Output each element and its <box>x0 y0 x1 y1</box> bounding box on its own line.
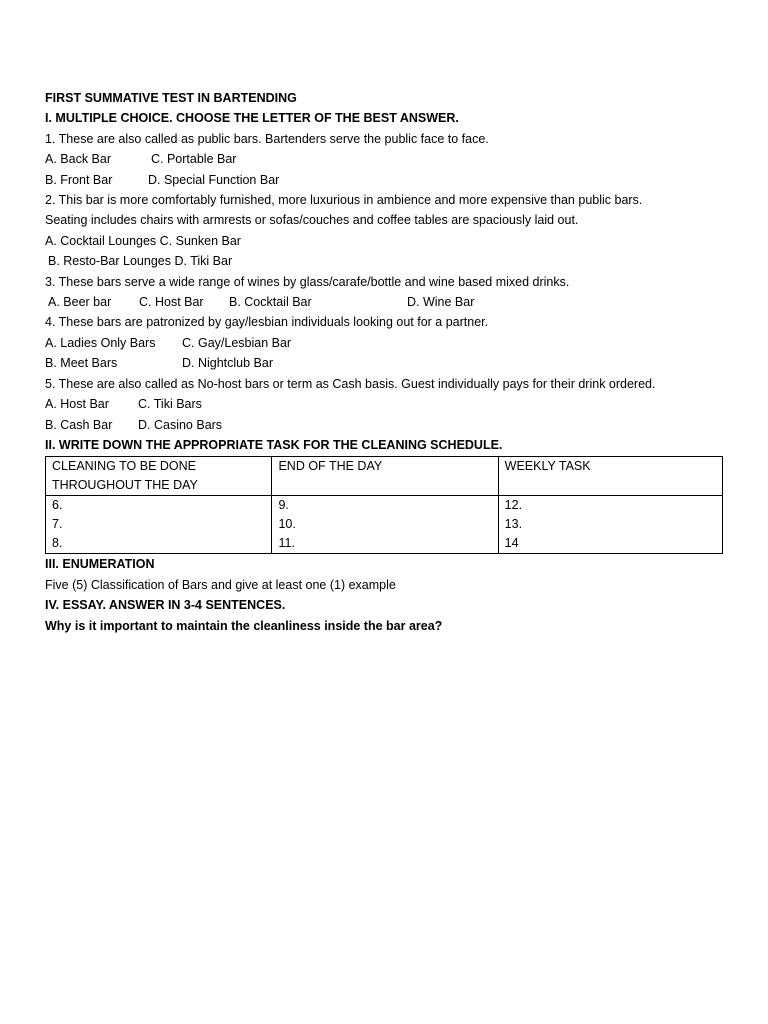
q4-option-d: D. Nightclub Bar <box>182 356 274 371</box>
q5-options-row1 <box>45 394 735 414</box>
q1-options-row2 <box>45 170 735 190</box>
q4-option-b: B. Meet Bars <box>45 356 118 371</box>
q2-options-row1: A. Cocktail Lounges C. Sunken Bar <box>45 233 241 248</box>
q3-option-d: D. Wine Bar <box>407 295 475 310</box>
test-content <box>45 88 735 636</box>
question-1: 1. These are also called as public bars. Bartenders serve the public face to face. <box>45 131 489 146</box>
answer-item-6: 6. <box>52 498 63 513</box>
q4-options-row2 <box>45 353 735 373</box>
q5-option-a: A. Host Bar <box>45 397 109 412</box>
header-weekly-task: WEEKLY TASK <box>498 457 722 496</box>
q5-option-b: B. Cash Bar <box>45 417 113 432</box>
q4-option-a: A. Ladies Only Bars <box>45 335 156 350</box>
header-end-of-day: END OF THE DAY <box>272 457 498 496</box>
q5-options-row2 <box>45 415 735 435</box>
header-throughout-day <box>46 457 272 496</box>
part3-instruction: Five (5) Classification of Bars and give at least one (1) example <box>45 577 396 592</box>
table-answer-row <box>46 496 723 554</box>
q1-options-row1 <box>45 149 735 169</box>
answers-weekly-task <box>498 496 722 554</box>
answers-throughout-day <box>46 496 272 554</box>
essay-question: Why is it important to maintain the cleanliness inside the bar area? <box>45 618 443 633</box>
header-throughout-day-line2: THROUGHOUT THE DAY <box>52 478 198 493</box>
cleaning-schedule-table <box>45 456 723 554</box>
q1-option-c: C. Portable Bar <box>151 152 237 167</box>
answers-end-of-day <box>272 496 498 554</box>
q3-option-b: B. Cocktail Bar <box>229 295 312 310</box>
q1-option-b: B. Front Bar <box>45 172 113 187</box>
q1-option-a: A. Back Bar <box>45 152 111 167</box>
question-5: 5. These are also called as No-host bars or term as Cash basis. Guest individually pays for their drink ordered. <box>45 376 656 391</box>
answer-item-11: 11. <box>278 536 295 551</box>
answer-item-7: 7. <box>52 517 63 532</box>
answer-item-10: 10. <box>278 517 296 532</box>
answer-item-9: 9. <box>278 498 289 513</box>
answer-item-14: 14 <box>504 536 519 551</box>
question-2: 2. This bar is more comfortably furnished, more luxurious in ambience and more expensive than public bars. <box>45 193 643 208</box>
part4-heading: IV. ESSAY. ANSWER IN 3-4 SENTENCES. <box>45 598 286 613</box>
part1-heading: I. MULTIPLE CHOICE. CHOOSE THE LETTER OF THE BEST ANSWER. <box>45 111 459 126</box>
q5-option-c: C. Tiki Bars <box>138 397 202 412</box>
table-header-row <box>46 457 723 496</box>
part2-heading: II. WRITE DOWN THE APPROPRIATE TASK FOR THE CLEANING SCHEDULE. <box>45 437 503 452</box>
answer-item-8: 8. <box>52 536 63 551</box>
header-throughout-day-line1: CLEANING TO BE DONE <box>52 459 197 474</box>
q5-option-d: D. Casino Bars <box>138 417 223 432</box>
answer-item-12: 12. <box>504 498 523 513</box>
q3-options-row <box>45 292 735 312</box>
q3-option-a: A. Beer bar <box>48 295 112 310</box>
question-4: 4. These bars are patronized by gay/lesbian individuals looking out for a partner. <box>45 315 489 330</box>
q2-options-row2: B. Resto-Bar Lounges D. Tiki Bar <box>48 254 233 269</box>
test-title: FIRST SUMMATIVE TEST IN BARTENDING <box>45 91 297 105</box>
question-2-continued: Seating includes chairs with armrests or sofas/couches and coffee tables are spaciously laid out. <box>45 213 579 228</box>
answer-item-13: 13. <box>504 517 523 532</box>
q3-option-c: C. Host Bar <box>139 295 204 310</box>
part3-heading: III. ENUMERATION <box>45 557 155 572</box>
q1-option-d: D. Special Function Bar <box>148 172 280 187</box>
q4-option-c: C. Gay/Lesbian Bar <box>182 335 292 350</box>
question-3: 3. These bars serve a wide range of wines by glass/carafe/bottle and wine based mixed drinks. <box>45 274 570 289</box>
q4-options-row1 <box>45 333 735 353</box>
